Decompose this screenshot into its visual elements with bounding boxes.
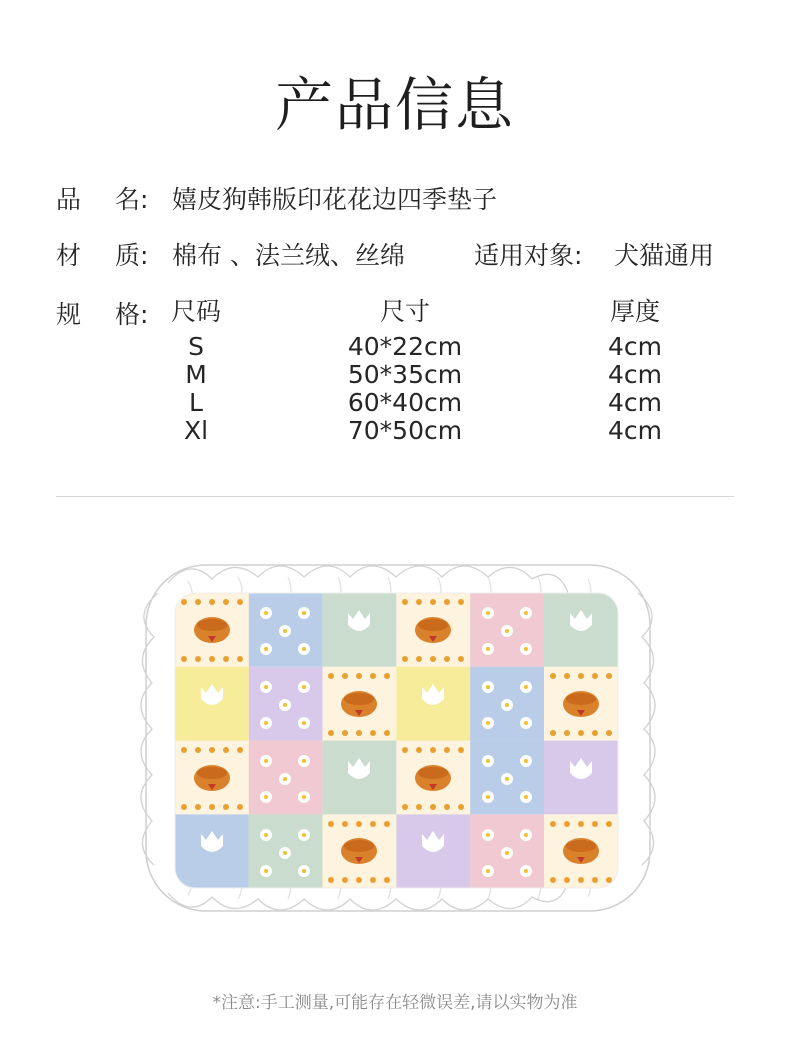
patchwork-panel [175,593,618,888]
product-name-value: 嬉皮狗韩版印花花边四季垫子 [172,185,498,214]
page-title: 产品信息 [274,71,515,139]
section-divider [56,496,734,497]
size-cell: S [188,332,204,361]
spec-label-char1: 规 [56,300,82,329]
material-label-char2: 质: [115,241,149,270]
size-cell: M [185,360,207,389]
thickness-cell: 4cm [607,388,662,417]
suitable-value: 犬猫通用 [614,241,715,270]
suitable-label: 适用对象: [474,241,583,270]
pet-mat-illustration [128,553,668,923]
dimension-header: 尺寸 [379,297,430,326]
dimension-cell: 60*40cm [347,388,463,417]
size-cell: L [189,388,203,417]
dimension-cell: 40*22cm [347,332,463,361]
spec-label-char2: 格: [115,300,149,329]
thickness-cell: 4cm [607,332,662,361]
size-header: 尺码 [170,297,221,326]
material-value: 棉布 、法兰绒、丝绵 [172,241,405,270]
dimension-cell: 70*50cm [347,416,463,445]
material-label-char1: 材 [56,241,82,270]
dimension-cell: 50*35cm [347,360,463,389]
size-cell: Xl [183,416,209,445]
measurement-note: *注意:手工测量,可能存在轻微误差,请以实物为准 [212,993,578,1013]
thickness-header: 厚度 [609,297,660,326]
name-label-char1: 品 [56,185,82,214]
thickness-cell: 4cm [607,416,662,445]
name-label-char2: 名: [115,185,149,214]
thickness-cell: 4cm [607,360,662,389]
product-image [128,553,668,923]
